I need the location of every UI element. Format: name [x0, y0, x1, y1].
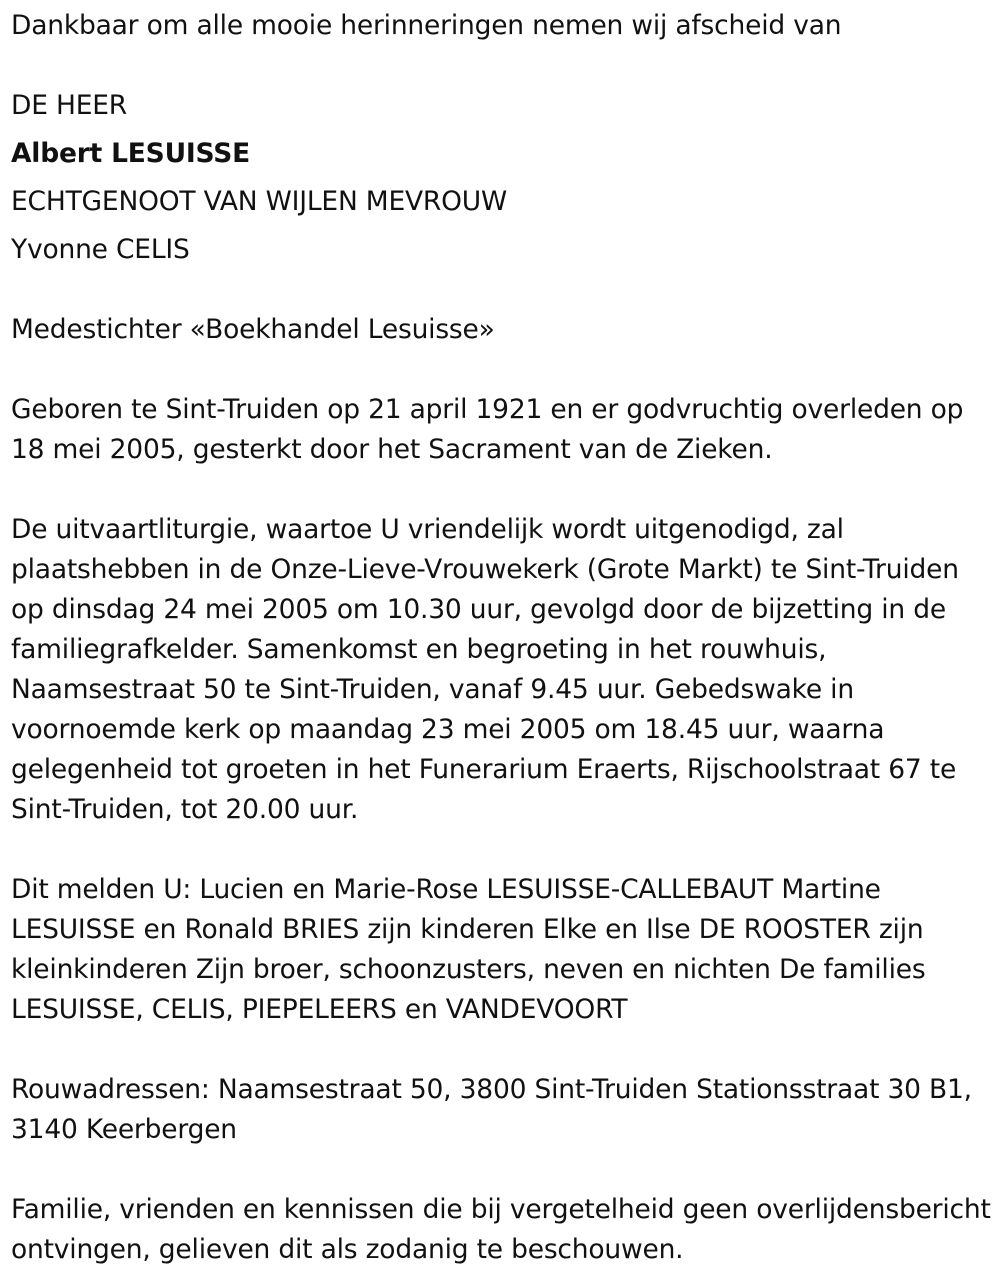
relation-text: ECHTGENOOT VAN WIJLEN MEVROUW: [11, 186, 507, 217]
spacer: [11, 1030, 993, 1070]
honorific-title: DE HEER: [11, 90, 127, 121]
spacer: [11, 350, 993, 390]
ceremony-paragraph: De uitvaartliturgie, waartoe U vriendelijk wordt uitgenodigd, zal plaatshebben in de Onze-Lieve-Vrouwekerk (Grote Markt) te Sint-Truiden op dinsdag 24 mei 2005 om 10.30 uur, gevolgd door de bijzetting in de familiegrafkelder. Samenkomst en begroeting in het rouwhuis, Naamsestraat 50 te Sint-Truiden, vanaf 9.45 uur. Gebedswake in voornoemde kerk op maandag 23 mei 2005 om 18.45 uur, waarna gelegenheid tot groeten in het Funerarium Eraerts, Rijschoolstraat 67 te Sint-Truiden, tot 20.00 uur.: [11, 514, 959, 825]
birth-death-paragraph: Geboren te Sint-Truiden op 21 april 1921 en er godvruchtig overleden op 18 mei 2005, gesterkt door het Sacrament van de Zieken.: [11, 394, 964, 465]
spacer: [11, 1150, 993, 1190]
spacer: [11, 470, 993, 510]
spacer: [11, 54, 993, 86]
spouse-name: Yvonne CELIS: [11, 234, 190, 265]
spacer: [11, 278, 993, 310]
obituary-notice: [11, 6, 993, 1270]
addresses-paragraph: Rouwadressen: Naamsestraat 50, 3800 Sint-Truiden Stationsstraat 30 B1, 3140 Keerbergen: [11, 1074, 972, 1145]
spacer: [11, 830, 993, 870]
closing-paragraph: Familie, vrienden en kennissen die bij vergetelheid geen overlijdensbericht ontvingen, gelieven dit als zodanig te beschouwen.: [11, 1194, 991, 1265]
deceased-name: Albert LESUISSE: [11, 138, 251, 169]
role-text: Medestichter «Boekhandel Lesuisse»: [11, 314, 495, 345]
announcers-paragraph: Dit melden U: Lucien en Marie-Rose LESUISSE-CALLEBAUT Martine LESUISSE en Ronald BRIES zijn kinderen Elke en Ilse DE ROOSTER zijn kleinkinderen Zijn broer, schoonzusters, neven en nichten De families LESUISSE, CELIS, PIEPELEERS en VANDEVOORT: [11, 874, 926, 1025]
intro-text: Dankbaar om alle mooie herinneringen nemen wij afscheid van: [11, 10, 842, 41]
